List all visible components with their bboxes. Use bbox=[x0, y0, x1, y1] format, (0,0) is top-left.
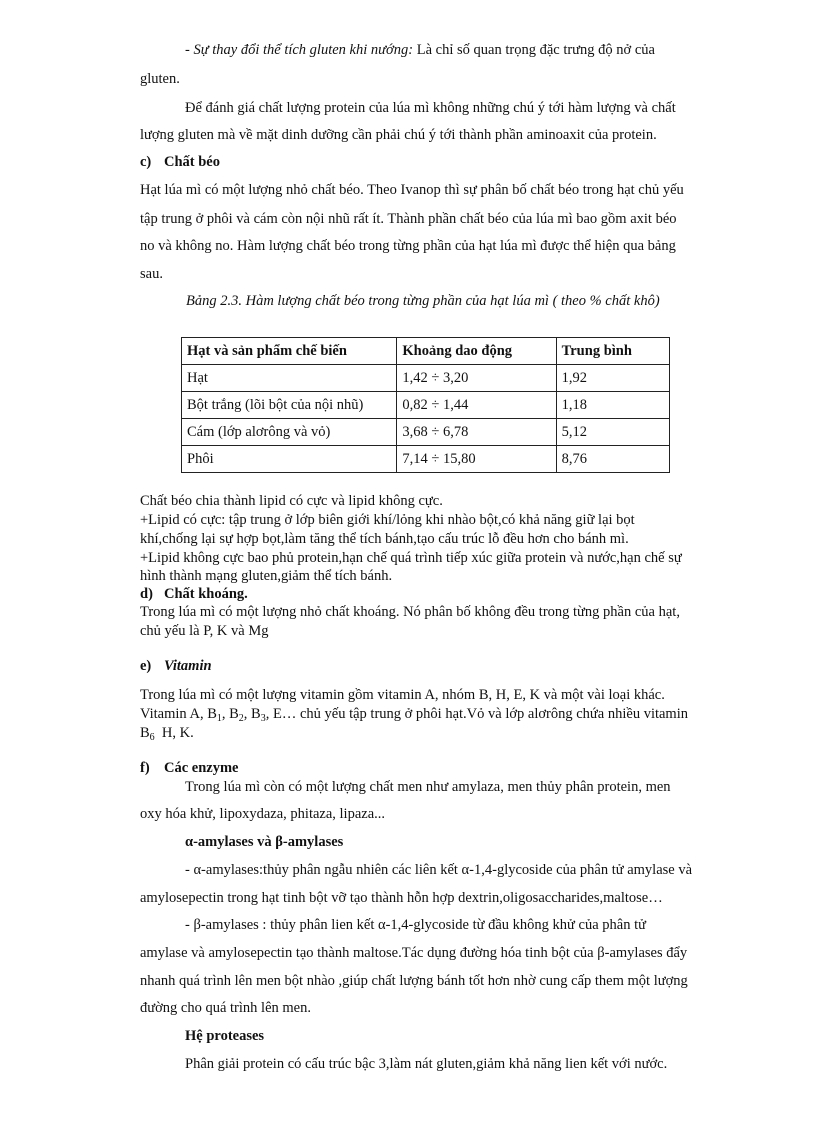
table-header-cell: Hạt và sản phẩm chế biến bbox=[182, 338, 397, 365]
table-cell: Cám (lớp alơrông và vỏ) bbox=[182, 419, 397, 446]
paragraph-line: - α-amylases:thủy phân ngẫu nhiên các liên kết α-1,4-glycoside của phân tử amylase và bbox=[185, 862, 693, 878]
table-cell: 1,92 bbox=[556, 365, 669, 392]
paragraph-line: $B_6$ H, K. bbox=[140, 725, 194, 743]
table-row bbox=[182, 365, 670, 392]
table-header-cell: Trung bình bbox=[556, 338, 669, 365]
paragraph-line: lượng gluten mà về mặt dinh dưỡng cần phải chú ý tới thành phần aminoaxit của protein. bbox=[140, 127, 657, 143]
table-cell: Phôi bbox=[182, 446, 397, 473]
table-cell: Bột trắng (lõi bột của nội nhũ) bbox=[182, 392, 397, 419]
table-cell: 5,12 bbox=[556, 419, 669, 446]
paragraph-line: gluten. bbox=[140, 71, 180, 87]
paragraph-line: Phân giải protein có cấu trúc bậc 3,làm nát gluten,giảm khả năng lien kết với nước. bbox=[185, 1056, 668, 1072]
table-row bbox=[182, 446, 670, 473]
paragraph-line: +Lipid có cực: tập trung ở lớp biên giới khí/lỏng khi nhào bột,có khả năng giữ lại bọt bbox=[140, 512, 635, 528]
subheading-proteases: Hệ proteases bbox=[185, 1028, 265, 1044]
paragraph-line: nhanh quá trình lên men bột nhào ,giúp chất lượng bánh tốt hơn nhờ cung cấp them một lượng bbox=[140, 973, 688, 989]
paragraph-line: sau. bbox=[140, 266, 163, 282]
paragraph-line: đường cho quá trình lên men. bbox=[140, 1000, 311, 1016]
table-cell: 8,76 bbox=[556, 446, 669, 473]
table-row bbox=[182, 419, 670, 446]
paragraph-line: khí,chống lại sự hợp bọt,làm tăng thể tích bánh,tạo cấu trúc lỗ đều hơn cho bánh mì. bbox=[140, 531, 629, 547]
paragraph-line: Trong lúa mì có một lượng nhỏ chất khoáng. Nó phân bố không đều trong từng phần của hạt, bbox=[140, 604, 680, 620]
gluten-volume-term: - Sự thay đổi thể tích gluten khi nướng: bbox=[185, 42, 414, 58]
paragraph-line: Chất béo chia thành lipid có cực và lipid không cực. bbox=[140, 493, 443, 509]
paragraph-line: amylosepectin trong hạt tinh bột vỡ tạo thành hỗn hợp dextrin,oligosaccharides,maltose… bbox=[140, 890, 663, 906]
paragraph-line: Hạt lúa mì có một lượng nhỏ chất béo. Theo Ivanop thì sự phân bố chất béo trong hạt chủ yếu bbox=[140, 182, 684, 198]
section-heading-minerals: d) Chất khoáng. bbox=[140, 586, 248, 602]
paragraph-line: chủ yếu là P, K và Mg bbox=[140, 623, 269, 639]
fat-content-table bbox=[181, 337, 670, 473]
table-cell: Hạt bbox=[182, 365, 397, 392]
table-cell: 3,68 ÷ 6,78 bbox=[397, 419, 556, 446]
paragraph-line: tập trung ở phôi và cám còn nội nhũ rất ít. Thành phần chất béo của lúa mì bao gồm axit béo bbox=[140, 211, 677, 227]
table-caption: Bảng 2.3. Hàm lượng chất béo trong từng phần của hạt lúa mì ( theo % chất khô) bbox=[186, 293, 660, 309]
table-header-row bbox=[182, 338, 670, 365]
table-cell: 7,14 ÷ 15,80 bbox=[397, 446, 556, 473]
table-cell: 1,18 bbox=[556, 392, 669, 419]
table-row bbox=[182, 392, 670, 419]
paragraph-line: - β-amylases : thủy phân lien kết α-1,4-glycoside từ đầu không khử của phân tử bbox=[185, 917, 646, 933]
table-cell: 1,42 ÷ 3,20 bbox=[397, 365, 556, 392]
paragraph-line: oxy hóa khử, lipoxydaza, phitaza, lipaza... bbox=[140, 806, 386, 822]
paragraph-line: Vitamin A, $B_1$, $B_2$, $B_3$, E… chủ yếu tập trung ở phôi hạt.Vỏ và lớp alơrông chứa nhiều vitamin bbox=[140, 706, 688, 724]
paragraph-line: amylase và amylosepectin tạo thành maltose.Tác dụng đường hóa tinh bột của β-amylases đẩy bbox=[140, 945, 688, 961]
table-header-cell: Khoảng dao động bbox=[397, 338, 556, 365]
paragraph-line: Để đánh giá chất lượng protein của lúa mì không những chú ý tới hàm lượng và chất bbox=[185, 100, 676, 116]
paragraph-line: Trong lúa mì có một lượng vitamin gồm vitamin A, nhóm B, H, E, K và một vài loại khác. bbox=[140, 687, 665, 703]
paragraph-line: hình thành mạng gluten,giảm thể tích bánh. bbox=[140, 568, 393, 584]
section-heading-vitamin: e) Vitamin bbox=[140, 658, 212, 674]
gluten-volume-line: - Sự thay đổi thể tích gluten khi nướng: Là chỉ số quan trọng đặc trưng độ nở của bbox=[185, 42, 655, 58]
table-cell: 0,82 ÷ 1,44 bbox=[397, 392, 556, 419]
paragraph-line: no và không no. Hàm lượng chất béo trong từng phần của hạt lúa mì được thể hiện qua bảng bbox=[140, 238, 676, 254]
subheading-amylases: α-amylases và β-amylases bbox=[185, 834, 344, 850]
section-heading-fat: c) Chất béo bbox=[140, 154, 220, 170]
paragraph-line: Trong lúa mì còn có một lượng chất men như amylaza, men thủy phân protein, men bbox=[185, 779, 671, 795]
paragraph-line: +Lipid không cực bao phủ protein,hạn chế quá trình tiếp xúc giữa protein và nước,hạn chế sự bbox=[140, 550, 682, 566]
section-heading-enzyme: f) Các enzyme bbox=[140, 760, 239, 776]
